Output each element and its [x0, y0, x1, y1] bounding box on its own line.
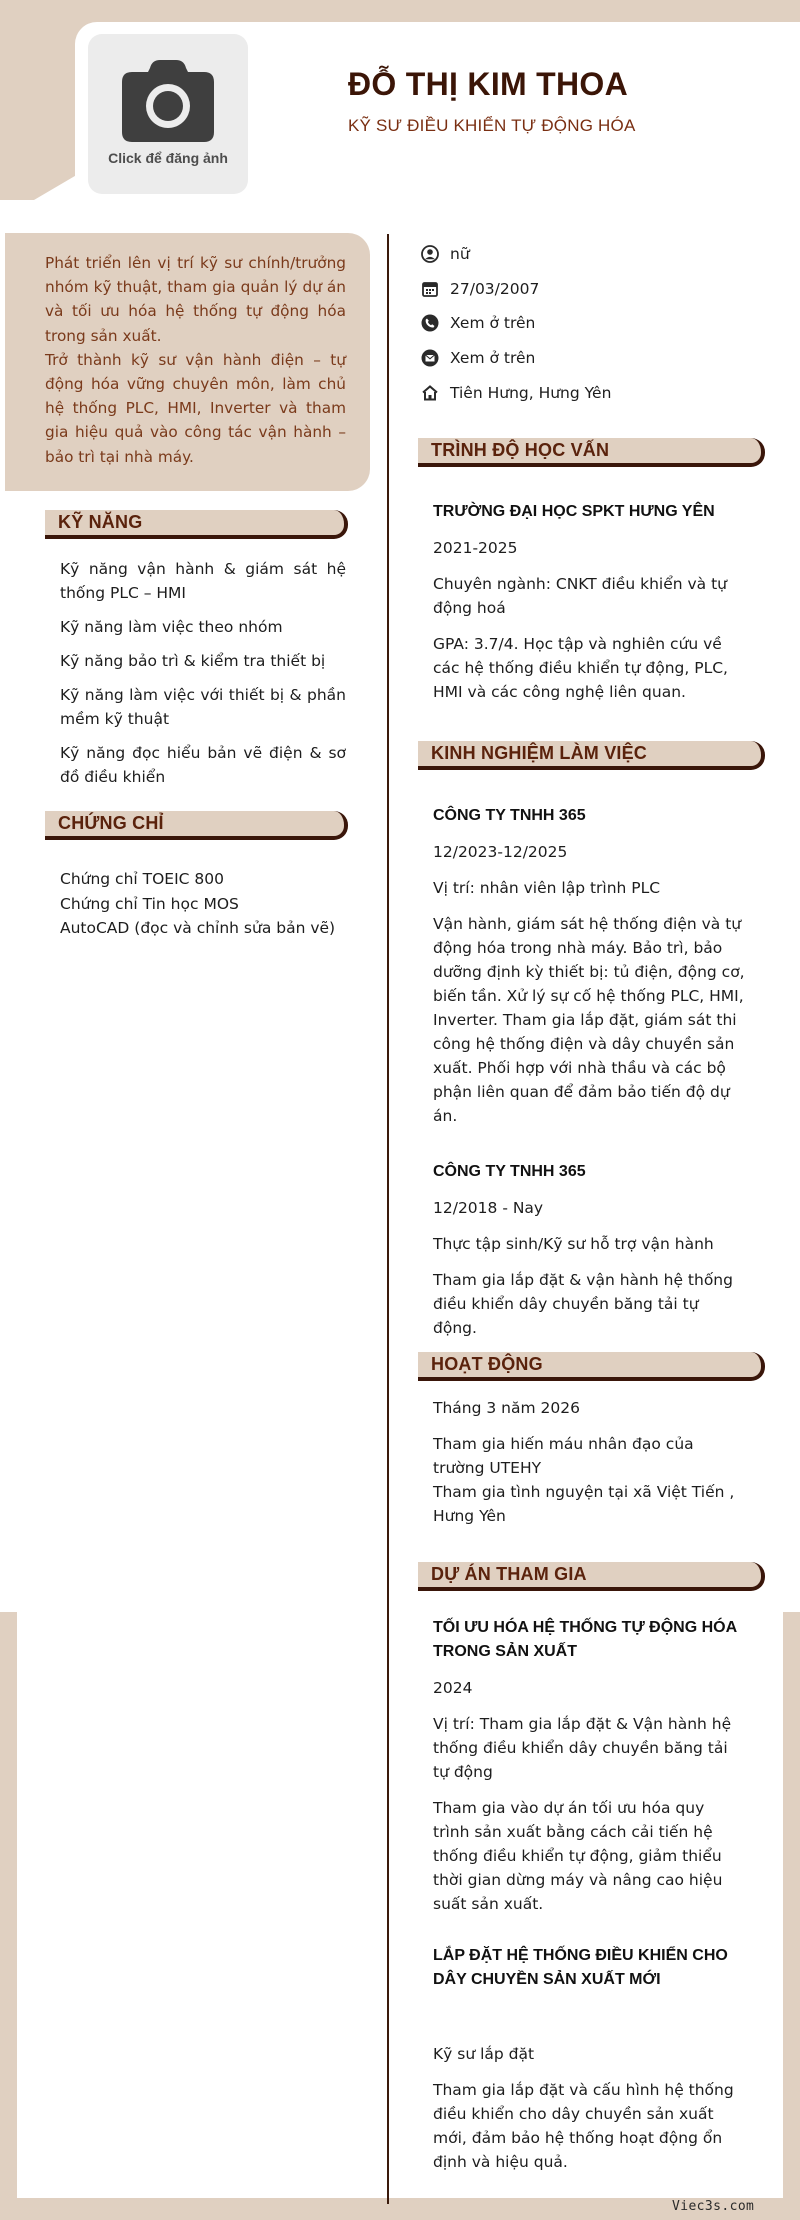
activities-entry: [433, 1396, 745, 1528]
experience-entry: [433, 1160, 745, 1340]
section-title: DỰ ÁN THAM GIA: [431, 1564, 587, 1584]
project-role: Kỹ sư lắp đặt: [433, 2045, 535, 2063]
calendar-icon: [420, 279, 440, 299]
education-entry: [433, 500, 745, 704]
contact-phone: Xem ở trên: [420, 311, 720, 335]
job-period: 12/2023-12/2025: [433, 843, 568, 861]
certificates-heading: [45, 811, 351, 845]
experience-heading: [418, 741, 768, 775]
skill-item: Kỹ năng làm việc theo nhóm: [60, 618, 283, 636]
job-description: Vận hành, giám sát hệ thống điện và tự động hóa trong nhà máy. Bảo trì, bảo dưỡng định kỳ thiết bị: tủ điện, động cơ, biến tần. Xử lý sự cố hệ thống PLC, HMI, Inverter. Tham gia lắp đặt, giám sát thi công hệ thống điện và dây chuyền sản xuất. Phối hợp với nhà thầu và các bộ phận liên quan để đảm bảo tiến độ dự án.: [433, 915, 745, 1125]
job-period: 12/2018 - Nay: [433, 1199, 544, 1217]
activity-date: Tháng 3 năm 2026: [433, 1399, 580, 1417]
skills-list: [60, 557, 346, 789]
project-entry: [433, 1616, 745, 1916]
education-heading: [418, 438, 768, 472]
activity-item: Tham gia hiến máu nhân đạo của trường UTEHY: [433, 1435, 694, 1477]
phone-icon: [420, 313, 440, 333]
section-title: TRÌNH ĐỘ HỌC VẤN: [431, 440, 610, 460]
education-major: Chuyên ngành: CNKT điều khiển và tự động hoá: [433, 575, 727, 617]
job-role: Thực tập sinh/Kỹ sư hỗ trợ vận hành: [433, 1235, 714, 1253]
camera-icon: [120, 58, 216, 142]
user-icon: [420, 244, 440, 264]
skill-item: Kỹ năng làm việc với thiết bị & phần mềm kỹ thuật: [60, 686, 346, 728]
company-name: CÔNG TY TNHH 365: [433, 807, 586, 824]
section-title: KINH NGHIỆM LÀM VIỆC: [431, 743, 648, 763]
candidate-title: KỸ SƯ ĐIỀU KHIỂN TỰ ĐỘNG HÓA: [348, 116, 636, 135]
experience-entry: [433, 804, 745, 1128]
photo-upload[interactable]: [88, 34, 248, 194]
column-divider: [387, 234, 389, 2204]
project-name: LẮP ĐẶT HỆ THỐNG ĐIỀU KHIỂN CHO DÂY CHUYỀN SẢN XUẤT MỚI: [433, 1947, 728, 1988]
contact-address: Tiên Hưng, Hưng Yên: [420, 381, 720, 405]
job-description: Tham gia lắp đặt & vận hành hệ thống điều khiển dây chuyền băng tải tự động.: [433, 1271, 733, 1337]
project-entry: [433, 1944, 745, 2174]
project-role: Vị trí: Tham gia lắp đặt & Vận hành hệ thống điều khiển dây chuyền băng tải tự động: [433, 1715, 732, 1781]
skills-heading: [45, 510, 351, 544]
home-icon: [420, 383, 440, 403]
email-icon: [420, 348, 440, 368]
watermark: Viec3s.com: [672, 2199, 755, 2214]
certificate-item: Chứng chỉ Tin học MOS: [60, 894, 239, 913]
activities-heading: [418, 1352, 768, 1386]
section-title: HOẠT ĐỘNG: [431, 1354, 543, 1374]
left-frame-bar: [0, 1612, 17, 2220]
project-description: Tham gia vào dự án tối ưu hóa quy trình sản xuất bằng cách cải tiến hệ thống điều khiển tự động, giảm thiểu thời gian dừng máy và nâng cao hiệu suất sản xuất.: [433, 1799, 723, 1913]
project-description: Tham gia lắp đặt và cấu hình hệ thống điều khiển cho dây chuyền sản xuất mới, đảm bảo hệ thống hoạt động ổn định và hiệu quả.: [433, 2081, 734, 2171]
photo-caption: Click để đăng ảnh: [108, 150, 228, 166]
career-objective: [5, 233, 370, 491]
education-gpa: GPA: 3.7/4. Học tập và nghiên cứu về các hệ thống điều khiển tự động, PLC, HMI và các công nghệ liên quan.: [433, 635, 728, 701]
school-name: TRƯỜNG ĐẠI HỌC SPKT HƯNG YÊN: [433, 503, 715, 520]
certificate-item: AutoCAD (đọc và chỉnh sửa bản vẽ): [60, 919, 336, 937]
projects-heading: [418, 1562, 768, 1596]
certificate-item: Chứng chỉ TOEIC 800: [60, 870, 225, 888]
section-title: KỸ NĂNG: [58, 512, 143, 532]
contact-email: Xem ở trên: [420, 346, 720, 370]
skill-item: Kỹ năng đọc hiểu bản vẽ điện & sơ đồ điều khiển: [60, 744, 346, 786]
contact-gender: nữ: [420, 242, 720, 266]
contact-dob: 27/03/2007: [420, 277, 720, 301]
job-role: Vị trí: nhân viên lập trình PLC: [433, 879, 661, 897]
skill-item: Kỹ năng bảo trì & kiểm tra thiết bị: [60, 652, 326, 670]
company-name: CÔNG TY TNHH 365: [433, 1163, 586, 1180]
certificates-list: [60, 867, 346, 941]
objective-paragraph: Phát triển lên vị trí kỹ sư chính/trưởng nhóm kỹ thuật, tham gia quản lý dự án và tối ưu hóa hệ thống tự động hóa trong sản xuất.: [45, 254, 346, 345]
activity-item: Tham gia tình nguyện tại xã Việt Tiến , Hưng Yên: [433, 1483, 735, 1525]
objective-paragraph: Trở thành kỹ sư vận hành điện – tự động hóa vững chuyên môn, làm chủ hệ thống PLC, HMI, Inverter và tham gia hiệu quả vào công tác vận hành – bảo trì tại nhà máy.: [45, 350, 346, 466]
skill-item: Kỹ năng vận hành & giám sát hệ thống PLC – HMI: [60, 560, 346, 602]
education-years: 2021-2025: [433, 539, 518, 557]
project-year: 2024: [433, 1679, 473, 1697]
project-name: TỐI ƯU HÓA HỆ THỐNG TỰ ĐỘNG HÓA TRONG SẢN XUẤT: [433, 1619, 737, 1660]
candidate-name: ĐỖ THỊ KIM THOA: [348, 66, 629, 102]
right-frame-bar: [783, 1612, 800, 2220]
section-title: CHỨNG CHỈ: [58, 813, 164, 833]
